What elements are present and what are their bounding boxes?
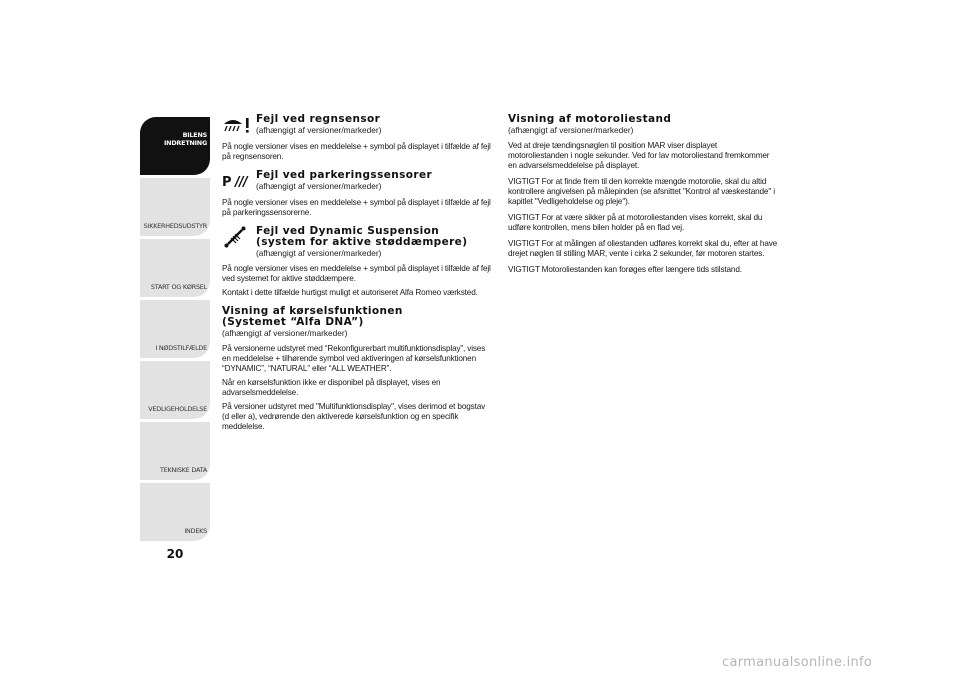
section-heading: Visning af motoroliestand	[508, 113, 672, 125]
tab-label: BILENS INDRETNING	[164, 131, 207, 147]
tab-tekniske-data[interactable]	[140, 422, 210, 480]
tab-start-og-korsel[interactable]	[140, 239, 210, 297]
tab-label: INDEKS	[184, 527, 207, 535]
heading-line: (system for aktive støddæmpere)	[256, 236, 468, 248]
section-heading: Fejl ved parkeringssensorer	[256, 169, 433, 181]
right-column	[508, 114, 778, 283]
svg-text:P: P	[222, 175, 232, 190]
section-rain-sensor	[222, 114, 492, 162]
section-heading	[222, 306, 492, 328]
body-text: På versioner udstyret med "Multifunktionsdisplay", vises derimod et bogstav (d eller a), vedrørende den aktiverede kørselsfunktion og en specifik meddelelse.	[222, 402, 486, 431]
body-text: På nogle versioner vises en meddelelse + symbol på displayet i tilfælde af fejl på regnsensoren.	[222, 142, 491, 161]
body-text: VIGTIGT For at være sikker på at motoroliestanden vises korrekt, skal du udføre kontrollen, mens bilen holder på en flad vej.	[508, 213, 763, 232]
watermark-text: carmanualsonline.info	[722, 655, 873, 670]
body-text: På versionerne udstyret med “Rekonfigurerbart multifunktionsdisplay”, vises en meddelelse + tilhørende symbol ved aktiveringen af kørselsfunktionen “DYNAMIC”, “NATURAL” eller “ALL WEATHER”.	[222, 344, 486, 373]
body-text: VIGTIGT For at finde frem til den korrekte mængde motorolie, skal du altid kontrollere angivelsen på målepinden (se afsnittet "Kontrol af væskestande" i kapitlet "Vedligeholdelse og pleje").	[508, 177, 775, 206]
section-oil-level	[508, 114, 778, 275]
tab-i-nodstilfaelde[interactable]	[140, 300, 210, 358]
section-subtitle: (afhængigt af versioner/markeder)	[256, 248, 382, 258]
heading-line: Fejl ved Dynamic Suspension	[256, 225, 440, 237]
body-text: Når en kørselsfunktion ikke er disponibel på displayet, vises en advarselsmeddelelse.	[222, 378, 441, 397]
tab-label: VEDLIGEHOLDELSE	[148, 405, 207, 413]
section-heading	[256, 226, 467, 248]
tab-label: TEKNISKE DATA	[160, 466, 207, 474]
tab-label: START OG KØRSEL	[150, 283, 207, 291]
left-column	[222, 114, 492, 440]
tab-bilens-indretning[interactable]	[140, 117, 210, 175]
tab-vedligeholdelse[interactable]	[140, 361, 210, 419]
section-subtitle: (afhængigt af versioner/markeder)	[256, 125, 382, 135]
body-text: På nogle versioner vises en meddelelse + symbol på displayet i tilfælde af fejl på parkeringssensorerne.	[222, 198, 491, 217]
tab-label: SIKKERHEDSUDSTYR	[143, 222, 207, 230]
body-text: VIGTIGT For at målingen af oliestanden udføres korrekt skal du, efter at have drejet nøglen til stilling MAR, vente i cirka 2 sekunder, før motoren startes.	[508, 239, 778, 258]
section-parking-sensors	[222, 170, 492, 218]
rain-sensor-warning-icon	[222, 114, 256, 136]
parking-sensor-icon	[222, 170, 256, 192]
section-subtitle: (afhængigt af versioner/markeder)	[222, 328, 348, 338]
tab-label: I NØDSTILFÆLDE	[155, 344, 207, 352]
body-text: Kontakt i dette tilfælde hurtigst muligt et autoriseret Alfa Romeo værksted.	[222, 288, 478, 297]
section-dynamic-suspension	[222, 226, 492, 298]
section-subtitle: (afhængigt af versioner/markeder)	[256, 181, 382, 191]
section-heading: Fejl ved regnsensor	[256, 113, 381, 125]
section-alfa-dna	[222, 306, 492, 432]
tab-sikkerhedsudstyr[interactable]	[140, 178, 210, 236]
body-text: VIGTIGT Motoroliestanden kan forøges efter længere tids stilstand.	[508, 265, 742, 274]
body-text: Ved at dreje tændingsnøglen til position MAR viser displayet motoroliestanden i nogle sekunder. Ved for lav motoroliestand fremkommer en advarselsmeddelelse på displayet.	[508, 141, 770, 170]
chapter-sidebar	[140, 117, 210, 544]
heading-line: Visning af kørselsfunktionen	[222, 305, 403, 317]
heading-line: (Systemet “Alfa DNA”)	[222, 316, 364, 328]
page-number: 20	[166, 547, 184, 561]
section-subtitle: (afhængigt af versioner/markeder)	[508, 125, 634, 135]
body-text: På nogle versioner vises en meddelelse + symbol på displayet i tilfælde af fejl ved systemet for aktive støddæmpere.	[222, 264, 491, 283]
shock-absorber-icon	[222, 226, 256, 248]
tab-indeks[interactable]	[140, 483, 210, 541]
